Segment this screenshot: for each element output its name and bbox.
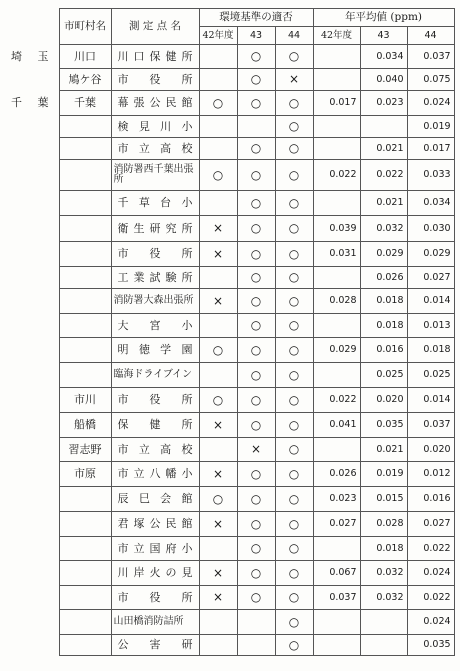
annual-44-cell: 0.030 <box>407 216 454 242</box>
annual-44-cell: 0.027 <box>407 267 454 289</box>
prefecture-cell <box>7 512 59 537</box>
compliance-43-cell: ○ <box>237 160 275 191</box>
annual-42-cell: 0.028 <box>313 289 360 314</box>
table-row <box>7 438 454 462</box>
city-cell <box>59 242 111 267</box>
annual-44-cell: 0.037 <box>407 413 454 438</box>
prefecture-cell: 埼 玉 <box>7 45 59 69</box>
prefecture-cell <box>7 487 59 512</box>
header-site: 測 定 点 名 <box>111 9 199 45</box>
annual-43-cell: 0.021 <box>360 438 407 462</box>
annual-42-cell: 0.017 <box>313 91 360 116</box>
annual-44-cell: 0.016 <box>407 487 454 512</box>
city-cell <box>59 138 111 160</box>
prefecture-cell <box>7 116 59 138</box>
compliance-44-cell: ○ <box>275 138 313 160</box>
annual-43-cell: 0.028 <box>360 512 407 537</box>
compliance-44-cell: ○ <box>275 561 313 586</box>
compliance-42-cell: × <box>199 586 237 610</box>
site-name-cell: 市立高校 <box>111 138 199 160</box>
compliance-43-cell <box>237 635 275 656</box>
site-name-cell: 保 健 所 <box>111 413 199 438</box>
prefecture-cell <box>7 267 59 289</box>
annual-42-cell <box>313 438 360 462</box>
compliance-44-cell: ○ <box>275 635 313 656</box>
compliance-44-cell: ○ <box>275 413 313 438</box>
annual-44-cell: 0.035 <box>407 635 454 656</box>
prefecture-cell <box>7 363 59 388</box>
prefecture-cell <box>7 216 59 242</box>
city-cell: 船橋 <box>59 413 111 438</box>
header-annual-mean: 年平均値 (ppm) <box>313 9 454 27</box>
compliance-43-cell: ○ <box>237 45 275 69</box>
annual-43-cell: 0.040 <box>360 69 407 91</box>
annual-44-cell: 0.027 <box>407 512 454 537</box>
annual-43-cell: 0.015 <box>360 487 407 512</box>
site-name-cell: 市 役 所 <box>111 69 199 91</box>
header-row-top <box>7 9 454 27</box>
site-name-cell: 明徳学園 <box>111 338 199 363</box>
compliance-43-cell: ○ <box>237 413 275 438</box>
annual-44-cell: 0.014 <box>407 388 454 413</box>
annual-42-cell: 0.067 <box>313 561 360 586</box>
table-row <box>7 116 454 138</box>
prefecture-cell <box>7 438 59 462</box>
compliance-42-cell <box>199 191 237 216</box>
header-year: 42年度 <box>199 27 237 45</box>
prefecture-cell <box>7 160 59 191</box>
table-row <box>7 314 454 338</box>
compliance-43-cell <box>237 116 275 138</box>
table-row <box>7 289 454 314</box>
compliance-44-cell: ○ <box>275 586 313 610</box>
site-name-cell: 市立高校 <box>111 438 199 462</box>
annual-44-cell: 0.014 <box>407 289 454 314</box>
site-name-cell: 市立八幡小 <box>111 462 199 487</box>
site-name-cell: 君塚公民館 <box>111 512 199 537</box>
compliance-43-cell: ○ <box>237 462 275 487</box>
compliance-44-cell: ○ <box>275 610 313 635</box>
annual-43-cell: 0.018 <box>360 537 407 561</box>
annual-44-cell: 0.020 <box>407 438 454 462</box>
compliance-44-cell: ○ <box>275 314 313 338</box>
annual-42-cell <box>313 267 360 289</box>
city-cell <box>59 561 111 586</box>
annual-42-cell: 0.023 <box>313 487 360 512</box>
compliance-42-cell <box>199 363 237 388</box>
table-row <box>7 216 454 242</box>
city-cell <box>59 267 111 289</box>
compliance-43-cell: ○ <box>237 586 275 610</box>
compliance-44-cell: ○ <box>275 216 313 242</box>
annual-43-cell: 0.025 <box>360 363 407 388</box>
annual-44-cell: 0.024 <box>407 610 454 635</box>
compliance-43-cell: ○ <box>237 216 275 242</box>
compliance-42-cell <box>199 438 237 462</box>
annual-43-cell: 0.021 <box>360 191 407 216</box>
annual-42-cell <box>313 610 360 635</box>
header-year: 44 <box>275 27 313 45</box>
compliance-44-cell: ○ <box>275 45 313 69</box>
annual-44-cell: 0.025 <box>407 363 454 388</box>
annual-42-cell <box>313 45 360 69</box>
compliance-42-cell: × <box>199 561 237 586</box>
header-city: 市町村名 <box>59 9 111 45</box>
site-name-cell: 市 役 所 <box>111 388 199 413</box>
annual-43-cell: 0.035 <box>360 413 407 438</box>
compliance-42-cell <box>199 267 237 289</box>
compliance-43-cell: ○ <box>237 363 275 388</box>
city-cell <box>59 116 111 138</box>
compliance-43-cell: ○ <box>237 561 275 586</box>
prefecture-cell <box>7 462 59 487</box>
header-pref-blank <box>7 9 59 45</box>
city-cell <box>59 512 111 537</box>
annual-42-cell: 0.039 <box>313 216 360 242</box>
compliance-43-cell: ○ <box>237 91 275 116</box>
annual-43-cell: 0.032 <box>360 586 407 610</box>
city-cell <box>59 363 111 388</box>
table-row <box>7 91 454 116</box>
prefecture-cell <box>7 413 59 438</box>
annual-42-cell: 0.022 <box>313 388 360 413</box>
site-name-cell: 辰巳会館 <box>111 487 199 512</box>
compliance-43-cell: ○ <box>237 338 275 363</box>
annual-44-cell: 0.037 <box>407 45 454 69</box>
compliance-43-cell: ○ <box>237 69 275 91</box>
annual-42-cell <box>313 314 360 338</box>
annual-43-cell <box>360 116 407 138</box>
city-cell <box>59 191 111 216</box>
annual-42-cell: 0.029 <box>313 338 360 363</box>
annual-44-cell: 0.024 <box>407 561 454 586</box>
compliance-44-cell: ○ <box>275 537 313 561</box>
table-row <box>7 69 454 91</box>
site-name-cell: 川岸火の見 <box>111 561 199 586</box>
table-row <box>7 462 454 487</box>
compliance-42-cell: ○ <box>199 338 237 363</box>
table-row <box>7 160 454 191</box>
annual-44-cell: 0.019 <box>407 116 454 138</box>
prefecture-cell <box>7 314 59 338</box>
city-cell: 市原 <box>59 462 111 487</box>
compliance-44-cell: ○ <box>275 91 313 116</box>
site-name-cell: 公 害 研 <box>111 635 199 656</box>
annual-43-cell: 0.020 <box>360 388 407 413</box>
annual-42-cell <box>313 138 360 160</box>
header-compliance: 環境基準の適否 <box>199 9 313 27</box>
compliance-43-cell: ○ <box>237 242 275 267</box>
site-name-cell: 消防署大森出張所 <box>111 289 199 314</box>
city-cell <box>59 338 111 363</box>
annual-44-cell: 0.033 <box>407 160 454 191</box>
site-name-cell: 市立国府小 <box>111 537 199 561</box>
table-body <box>7 45 454 656</box>
compliance-42-cell: × <box>199 462 237 487</box>
table-row <box>7 45 454 69</box>
city-cell <box>59 160 111 191</box>
annual-42-cell: 0.041 <box>313 413 360 438</box>
air-quality-table <box>7 8 455 656</box>
table-row <box>7 363 454 388</box>
annual-43-cell <box>360 610 407 635</box>
site-name-cell: 衛生研究所 <box>111 216 199 242</box>
annual-44-cell: 0.075 <box>407 69 454 91</box>
annual-42-cell <box>313 69 360 91</box>
compliance-44-cell: ○ <box>275 487 313 512</box>
compliance-44-cell: ○ <box>275 191 313 216</box>
site-name-cell: 検見川小 <box>111 116 199 138</box>
annual-44-cell: 0.017 <box>407 138 454 160</box>
table-row <box>7 512 454 537</box>
annual-43-cell: 0.021 <box>360 138 407 160</box>
annual-42-cell <box>313 363 360 388</box>
compliance-44-cell: ○ <box>275 289 313 314</box>
table-row <box>7 413 454 438</box>
annual-42-cell: 0.022 <box>313 160 360 191</box>
prefecture-cell <box>7 635 59 656</box>
compliance-42-cell: × <box>199 242 237 267</box>
header-year: 44 <box>407 27 454 45</box>
annual-44-cell: 0.012 <box>407 462 454 487</box>
table-row <box>7 487 454 512</box>
compliance-42-cell <box>199 635 237 656</box>
compliance-42-cell: × <box>199 512 237 537</box>
annual-43-cell: 0.022 <box>360 160 407 191</box>
city-cell <box>59 289 111 314</box>
prefecture-cell <box>7 191 59 216</box>
annual-42-cell <box>313 635 360 656</box>
header-year: 43 <box>237 27 275 45</box>
annual-44-cell: 0.022 <box>407 586 454 610</box>
prefecture-cell <box>7 69 59 91</box>
prefecture-cell <box>7 138 59 160</box>
annual-44-cell: 0.022 <box>407 537 454 561</box>
site-name-cell: 消防署西千葉出張所 <box>111 160 199 191</box>
site-name-cell: 工業試験所 <box>111 267 199 289</box>
compliance-43-cell: ○ <box>237 388 275 413</box>
prefecture-cell: 千 葉 <box>7 91 59 116</box>
annual-43-cell: 0.023 <box>360 91 407 116</box>
annual-44-cell: 0.034 <box>407 191 454 216</box>
compliance-43-cell: ○ <box>237 191 275 216</box>
annual-43-cell: 0.032 <box>360 216 407 242</box>
annual-42-cell: 0.037 <box>313 586 360 610</box>
annual-43-cell: 0.032 <box>360 561 407 586</box>
city-cell: 鳩ケ谷 <box>59 69 111 91</box>
annual-42-cell: 0.031 <box>313 242 360 267</box>
annual-43-cell: 0.016 <box>360 338 407 363</box>
table-row <box>7 635 454 656</box>
table-row <box>7 586 454 610</box>
annual-43-cell: 0.029 <box>360 242 407 267</box>
annual-43-cell: 0.034 <box>360 45 407 69</box>
compliance-42-cell <box>199 69 237 91</box>
annual-44-cell: 0.013 <box>407 314 454 338</box>
city-cell <box>59 537 111 561</box>
city-cell <box>59 314 111 338</box>
compliance-42-cell <box>199 610 237 635</box>
compliance-43-cell <box>237 610 275 635</box>
city-cell: 市川 <box>59 388 111 413</box>
annual-43-cell: 0.018 <box>360 314 407 338</box>
compliance-44-cell: ○ <box>275 116 313 138</box>
prefecture-cell <box>7 338 59 363</box>
city-cell <box>59 610 111 635</box>
table-row <box>7 242 454 267</box>
compliance-43-cell: ○ <box>237 512 275 537</box>
table-row <box>7 138 454 160</box>
site-name-cell: 山田橋消防詰所 <box>111 610 199 635</box>
compliance-42-cell: ○ <box>199 487 237 512</box>
city-cell <box>59 635 111 656</box>
compliance-42-cell: ○ <box>199 388 237 413</box>
annual-43-cell: 0.026 <box>360 267 407 289</box>
table-row <box>7 191 454 216</box>
compliance-43-cell: ○ <box>237 314 275 338</box>
annual-42-cell <box>313 537 360 561</box>
table-row <box>7 338 454 363</box>
compliance-44-cell: ○ <box>275 267 313 289</box>
compliance-44-cell: ○ <box>275 512 313 537</box>
site-name-cell: 川口保健所 <box>111 45 199 69</box>
header-year: 42年度 <box>313 27 360 45</box>
city-cell <box>59 586 111 610</box>
compliance-44-cell: ○ <box>275 242 313 267</box>
compliance-42-cell <box>199 537 237 561</box>
annual-42-cell <box>313 116 360 138</box>
prefecture-cell <box>7 586 59 610</box>
compliance-44-cell: ○ <box>275 388 313 413</box>
annual-42-cell: 0.026 <box>313 462 360 487</box>
compliance-42-cell <box>199 314 237 338</box>
prefecture-cell <box>7 242 59 267</box>
compliance-43-cell: ○ <box>237 487 275 512</box>
prefecture-cell <box>7 537 59 561</box>
city-cell: 習志野 <box>59 438 111 462</box>
compliance-42-cell: ○ <box>199 160 237 191</box>
prefecture-cell <box>7 289 59 314</box>
compliance-44-cell: × <box>275 69 313 91</box>
compliance-43-cell: ○ <box>237 537 275 561</box>
annual-42-cell <box>313 191 360 216</box>
annual-42-cell: 0.027 <box>313 512 360 537</box>
annual-43-cell: 0.019 <box>360 462 407 487</box>
compliance-43-cell: ○ <box>237 289 275 314</box>
site-name-cell: 千草台小 <box>111 191 199 216</box>
site-name-cell: 市 役 所 <box>111 242 199 267</box>
annual-44-cell: 0.024 <box>407 91 454 116</box>
prefecture-cell <box>7 388 59 413</box>
header-year: 43 <box>360 27 407 45</box>
compliance-42-cell <box>199 45 237 69</box>
compliance-43-cell: × <box>237 438 275 462</box>
compliance-42-cell <box>199 138 237 160</box>
compliance-42-cell <box>199 116 237 138</box>
compliance-44-cell: ○ <box>275 338 313 363</box>
compliance-44-cell: ○ <box>275 438 313 462</box>
site-name-cell: 臨海ドライブイン <box>111 363 199 388</box>
city-cell: 千葉 <box>59 91 111 116</box>
annual-44-cell: 0.029 <box>407 242 454 267</box>
table-row <box>7 267 454 289</box>
city-cell <box>59 487 111 512</box>
compliance-44-cell: ○ <box>275 160 313 191</box>
table-row <box>7 537 454 561</box>
city-cell: 川口 <box>59 45 111 69</box>
annual-43-cell: 0.018 <box>360 289 407 314</box>
table-row <box>7 388 454 413</box>
annual-43-cell <box>360 635 407 656</box>
annual-44-cell: 0.018 <box>407 338 454 363</box>
site-name-cell: 幕張公民館 <box>111 91 199 116</box>
compliance-42-cell: ○ <box>199 91 237 116</box>
compliance-42-cell: × <box>199 216 237 242</box>
site-name-cell: 大宮小 <box>111 314 199 338</box>
table-row <box>7 610 454 635</box>
compliance-44-cell: ○ <box>275 462 313 487</box>
prefecture-cell <box>7 561 59 586</box>
compliance-43-cell: ○ <box>237 267 275 289</box>
city-cell <box>59 216 111 242</box>
compliance-42-cell: × <box>199 289 237 314</box>
table-row <box>7 561 454 586</box>
compliance-42-cell: × <box>199 413 237 438</box>
prefecture-cell <box>7 610 59 635</box>
compliance-43-cell: ○ <box>237 138 275 160</box>
site-name-cell: 市 役 所 <box>111 586 199 610</box>
compliance-44-cell: ○ <box>275 363 313 388</box>
